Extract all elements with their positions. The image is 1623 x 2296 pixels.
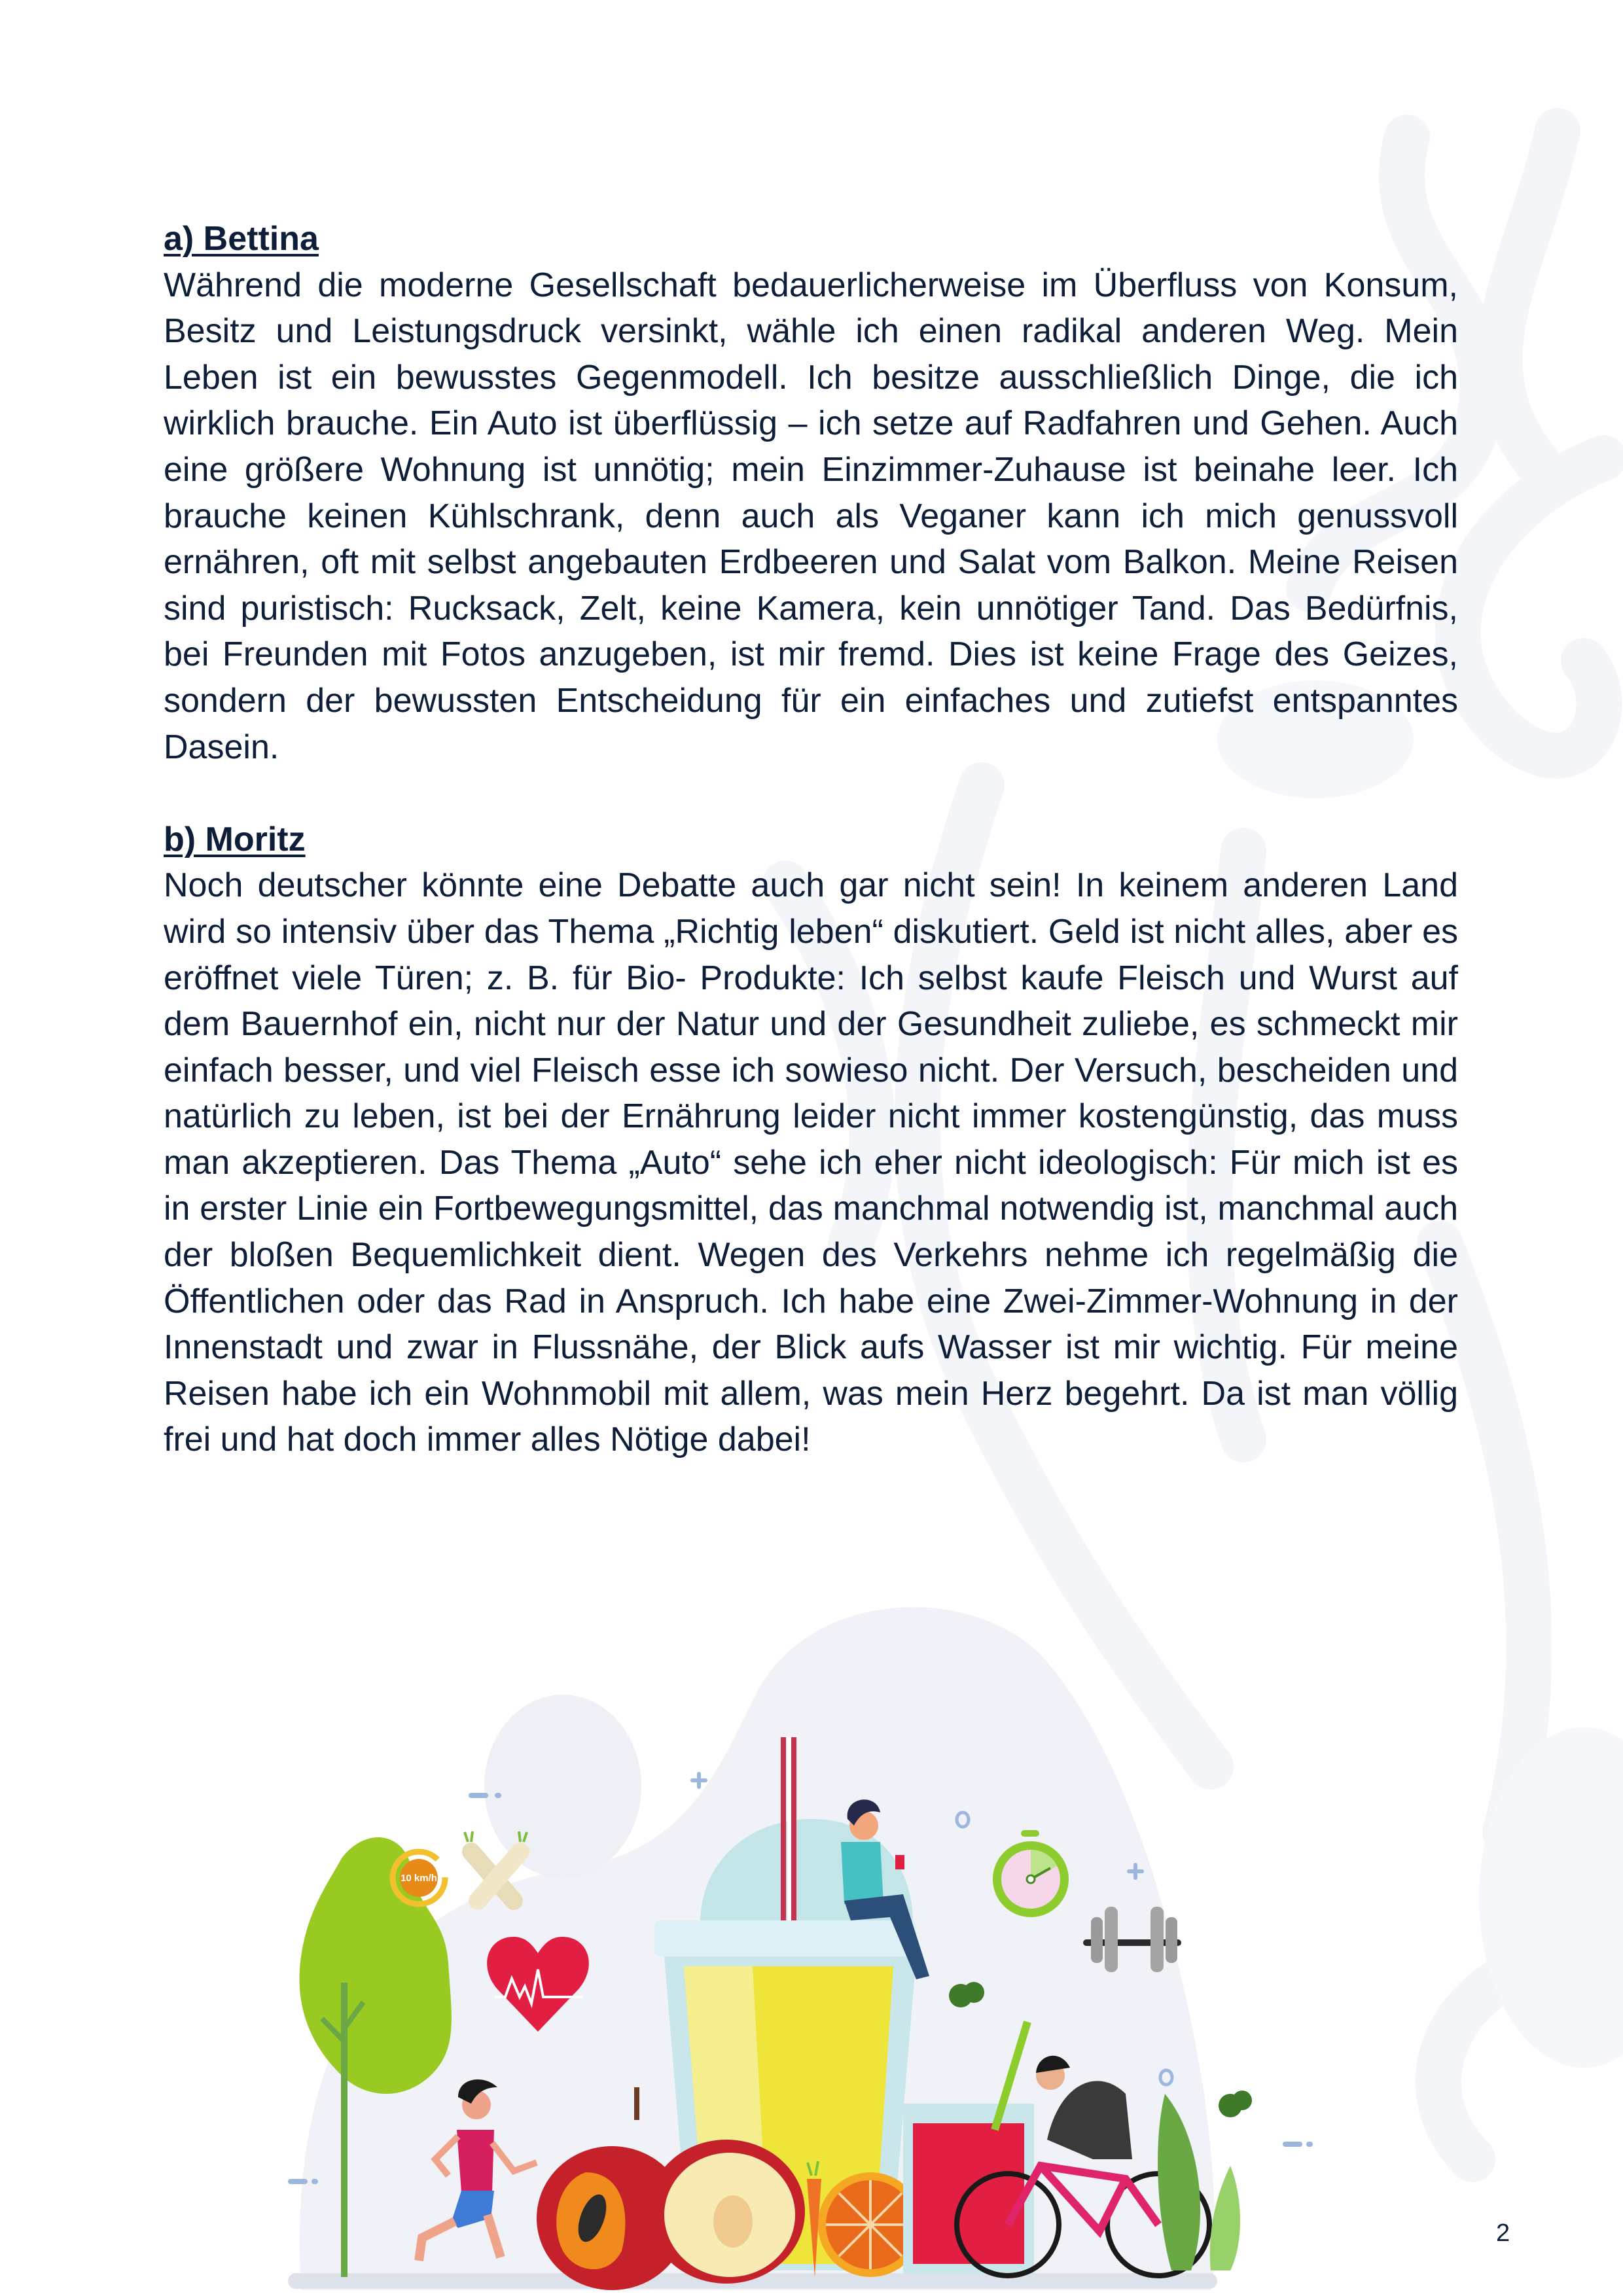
paragraph-bettina: Während die moderne Gesellschaft bedauerlicherweise im Überfluss von Konsum, Besitz und Leistungsdruck versinkt, wähle ich einen radikal anderen Weg. Mein Leben ist ein bewusstes Gegenmodell. Ich besitze ausschließlich Dinge, die ich wirklich brauche. Ein Auto ist überflüssig – ich setze auf Radfahren und Gehen. Auch eine größere Wohnung ist unnötig; mein Einzimmer-Zuhause ist beinahe leer. Ich brauche keinen Kühlschrank, denn auch als Veganer kann ich mich genussvoll ernähren, oft mit selbst angebauten Erdbeeren und Salat vom Balkon. Meine Reisen sind puristisch: Rucksack, Zelt, keine Kamera, kein unnötiger Tand. Das Bedürfnis, bei Freunden mit Fotos anzugeben, ist mir fremd. Dies ist keine Frage des Geizes, sondern der bewussten Entscheidung für ein einfaches und zutiefst entspanntes Dasein.	[164, 266, 1458, 766]
paragraph-moritz: Noch deutscher könnte eine Debatte auch gar nicht sein! In keinem anderen Land wird so intensiv über das Thema „Richtig leben“ diskutiert. Geld ist nicht alles, aber es eröffnet viele Türen; z. B. für Bio- Produkte: Ich selbst kaufe Fleisch und Wurst auf dem Bauernhof ein, nicht nur der Natur und der Gesundheit zuliebe, es schmeckt mir einfach besser, und viel Fleisch esse ich sowieso nicht. Der Versuch, bescheiden und natürlich zu leben, ist bei der Ernährung leider nicht immer kostengünstig, das muss man akzeptieren. Das Thema „Auto“ sehe ich eher nicht ideologisch: Für mich ist es in erster Linie ein Fortbewegungsmittel, das manchmal notwendig ist, manchmal auch der bloßen Bequemlichkeit dient. Wegen des Verkehrs nehme ich regelmäßig die Öffentlichen oder das Rad in Anspruch. Ich habe eine Zwei-Zimmer-Wohnung in der Innenstadt und zwar in Flussnähe, der Blick aufs Wasser ist mir wichtig. Für meine Reisen habe ich ein Wohnmobil mit allem, was mein Herz begehrt. Da ist man völlig frei und hat doch immer alles Nötige dabei!	[164, 866, 1458, 1459]
speedometer-icon	[393, 1852, 445, 1904]
svg-text:10 km/h: 10 km/h	[401, 1873, 437, 1884]
healthy-lifestyle-illustration	[275, 1597, 1427, 2296]
document-body	[164, 216, 1458, 1463]
section-heading-moritz: b) Moritz	[164, 820, 306, 858]
page-number: 2	[1496, 2219, 1510, 2247]
section-heading-bettina: a) Bettina	[164, 220, 319, 258]
section-gap	[164, 770, 1458, 817]
papaya-icon	[556, 2172, 625, 2269]
